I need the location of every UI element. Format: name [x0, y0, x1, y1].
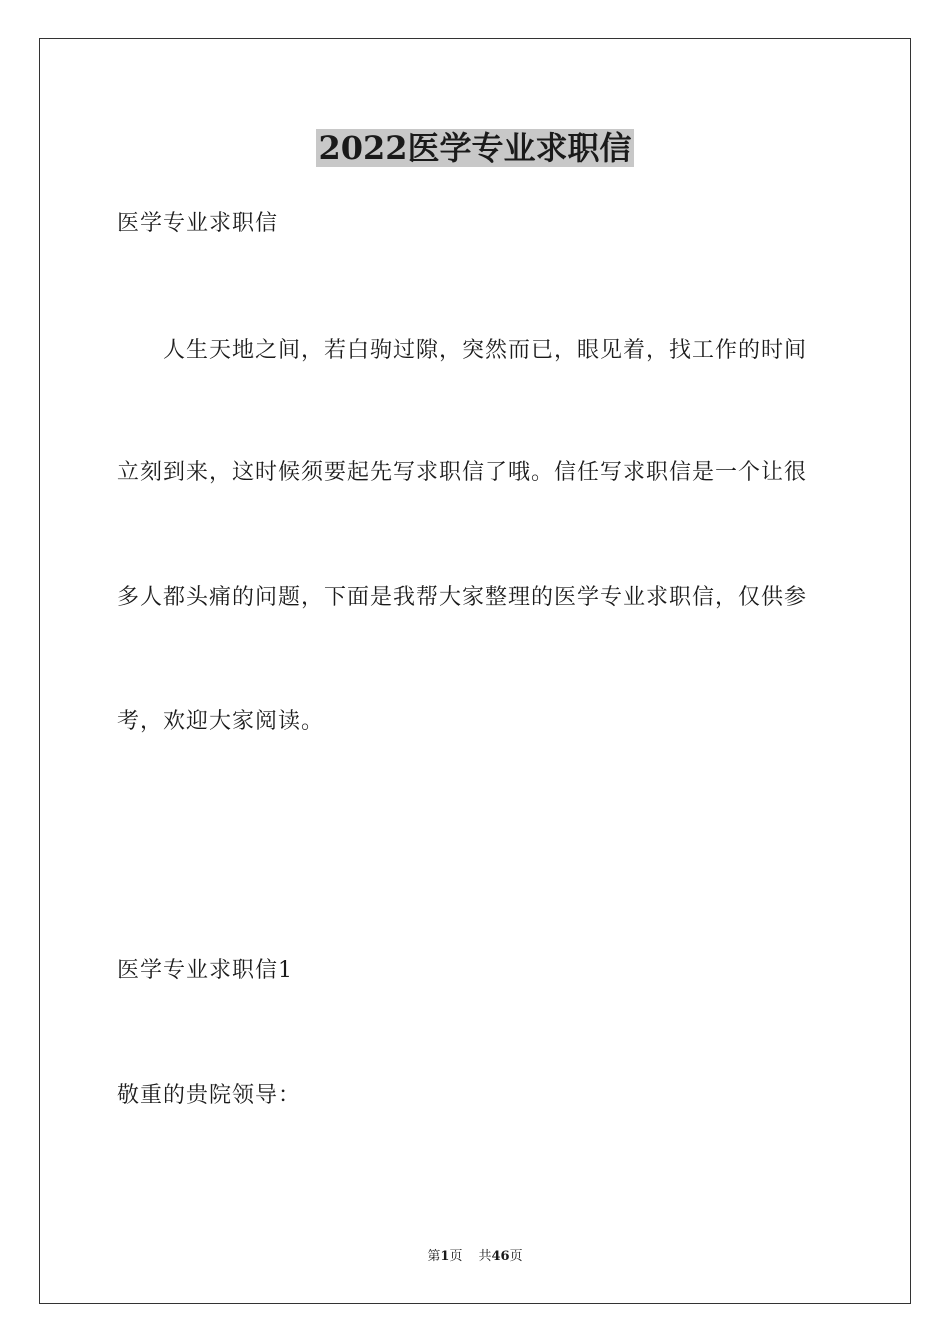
paragraph-line: 考，欢迎大家阅读。: [117, 709, 325, 734]
paragraph-line: 人生天地之间，若白驹过隙，突然而已，眼见着，找工作的时间: [163, 338, 808, 363]
document-title: [0, 128, 950, 168]
page-number: 1: [440, 1249, 450, 1264]
document-title-text: 2022医学专业求职信: [318, 129, 632, 167]
total-suffix: 页: [509, 1249, 523, 1264]
subtitle-line: 医学专业求职信: [117, 211, 279, 236]
page-suffix: 页: [449, 1249, 463, 1264]
total-prefix: 共: [478, 1249, 492, 1264]
section-heading: 医学专业求职信1: [117, 958, 293, 983]
total-pages: 46: [491, 1249, 510, 1264]
page-footer: [0, 1248, 950, 1266]
salutation-line: 敬重的贵院领导：: [117, 1083, 302, 1108]
paragraph-line: 立刻到来，这时候须要起先写求职信了哦。信任写求职信是一个让很: [117, 460, 808, 485]
page-prefix: 第: [427, 1249, 441, 1264]
paragraph-line: 多人都头痛的问题，下面是我帮大家整理的医学专业求职信，仅供参: [117, 585, 808, 610]
